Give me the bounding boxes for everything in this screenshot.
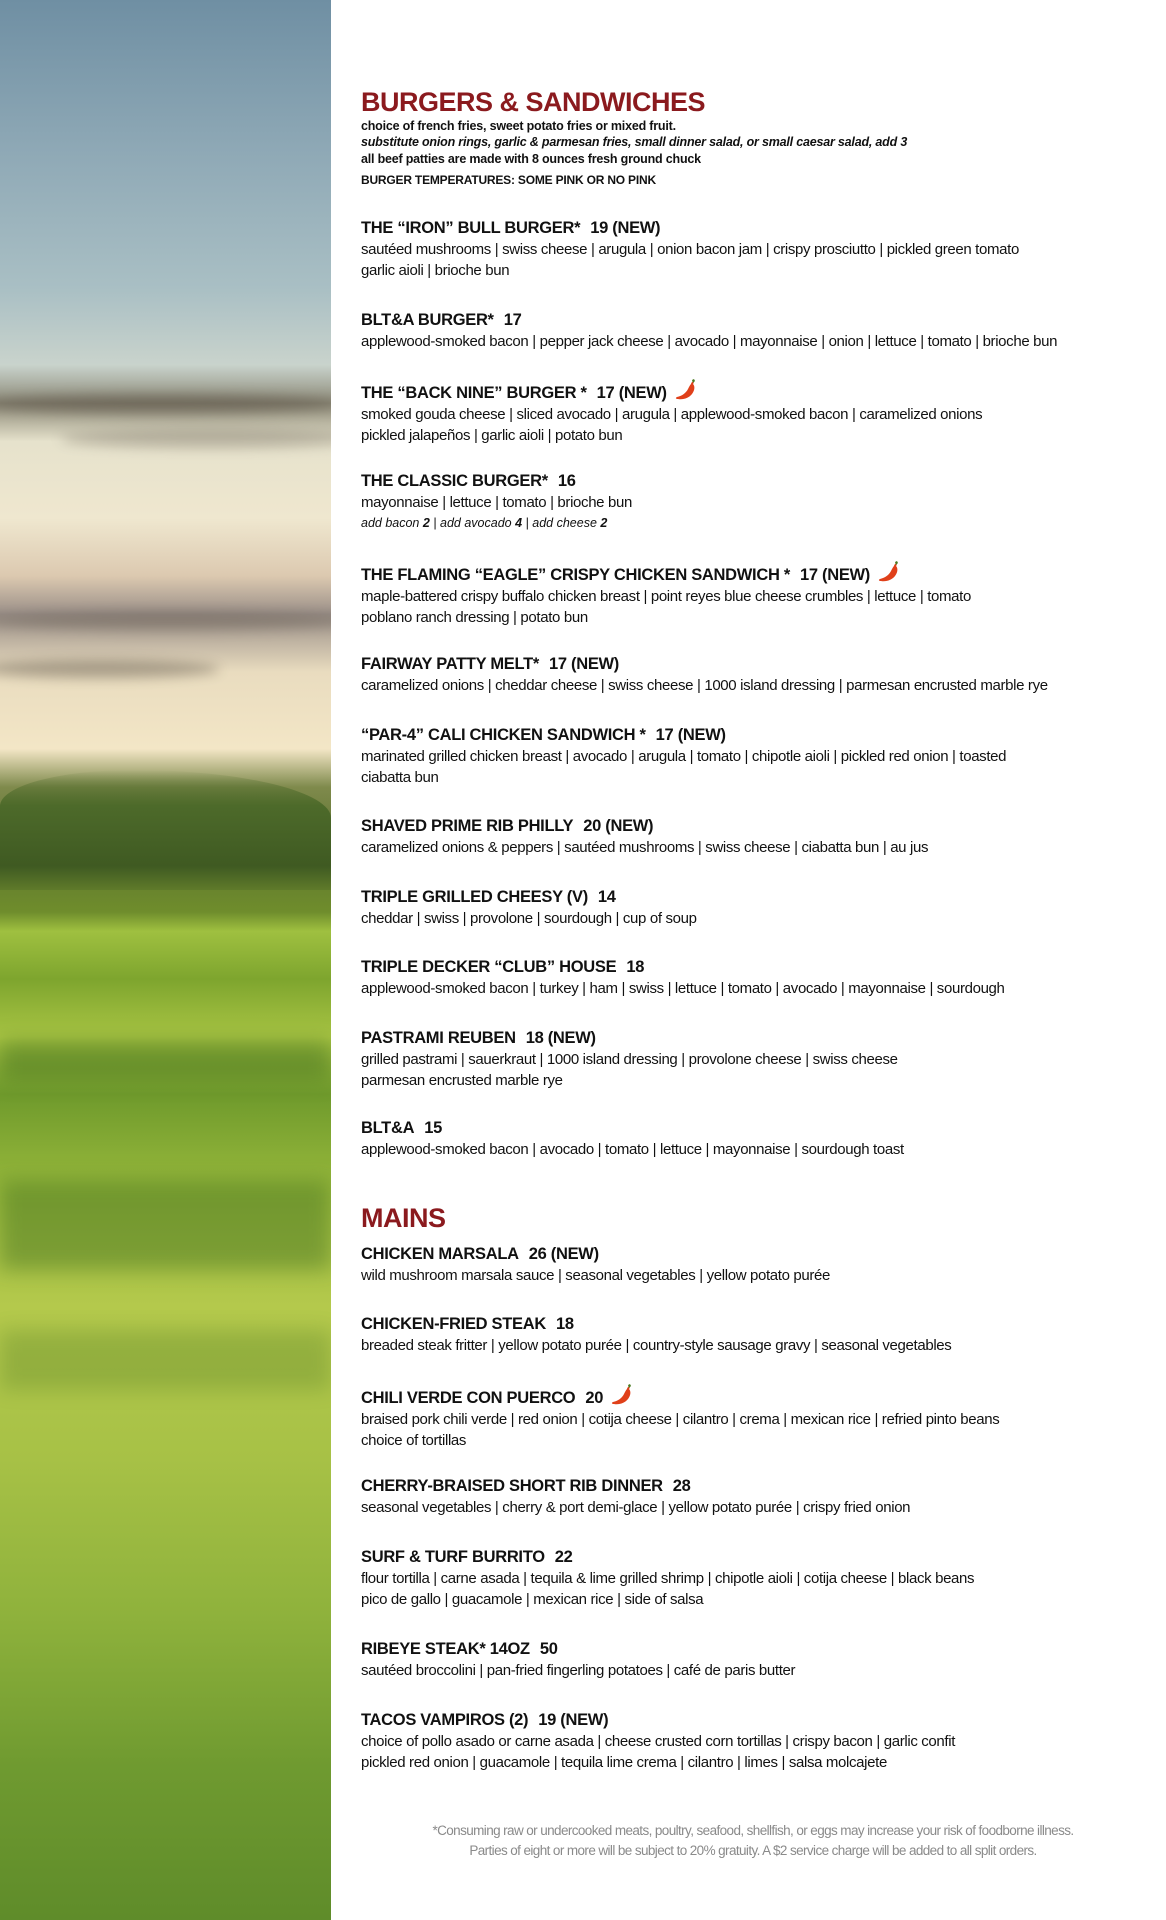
menu-item (361, 1243, 1141, 1286)
menu-item (361, 379, 1141, 446)
menu-item (361, 815, 1141, 858)
tree-line (0, 770, 331, 890)
item-title (361, 886, 1141, 908)
item-name: “PAR-4” CALI CHICKEN SANDWICH * (361, 726, 646, 744)
item-name: CHICKEN-FRIED STEAK (361, 1315, 546, 1333)
addon-label: add cheese (532, 516, 597, 530)
item-name: SURF & TURF BURRITO (361, 1548, 545, 1566)
item-description: applewood-smoked bacon | turkey | ham | swiss | lettuce | tomato | avocado | mayonnaise | sourdough (361, 980, 1005, 997)
item-price: 18 (555, 1315, 574, 1333)
grass-shadow (0, 1330, 331, 1390)
menu-item (361, 1638, 1141, 1681)
menu-item (361, 724, 1141, 788)
cloud (0, 660, 220, 678)
item-description: pico de gallo | guacamole | mexican rice | side of salsa (361, 1591, 704, 1608)
item-addons: add bacon 2 | add avocado 4 | add cheese 2 (361, 516, 608, 530)
footer-disclaimer: *Consuming raw or undercooked meats, poultry, seafood, shellfish, or eggs may increase your risk of foodborne illness. (432, 1823, 1074, 1838)
addon-price: 2 (422, 516, 430, 530)
menu-item (361, 653, 1141, 696)
item-price: 17 (NEW) (548, 655, 619, 673)
item-title (361, 956, 1141, 978)
grass-shadow (0, 1040, 331, 1080)
item-price: 50 (539, 1640, 558, 1658)
menu-item (361, 309, 1141, 352)
item-description: choice of pollo asado or carne asada | cheese crusted corn tortillas | crispy bacon | garlic confit (361, 1733, 956, 1750)
item-title (361, 1243, 1141, 1265)
item-name: TACOS VAMPIROS (2) (361, 1711, 529, 1729)
item-name: CHILI VERDE CON PUERCO (361, 1389, 576, 1407)
item-title (361, 1313, 1141, 1335)
cloud (0, 612, 331, 630)
section-heading-burgers: BURGERS & SANDWICHES (361, 87, 706, 117)
item-description: seasonal vegetables | cherry & port demi-glace | yellow potato purée | crispy fried onion (361, 1499, 911, 1516)
item-price: 26 (NEW) (528, 1245, 599, 1263)
item-description: braised pork chili verde | red onion | cotija cheese | cilantro | crema | mexican rice | refried pinto beans (361, 1411, 1000, 1428)
cloud (60, 430, 331, 448)
item-price: 18 (626, 958, 645, 976)
menu-item (361, 1475, 1141, 1518)
menu-item (361, 561, 1141, 628)
item-name: CHICKEN MARSALA (361, 1245, 519, 1263)
item-price: 20 (NEW) (583, 817, 654, 835)
item-description: smoked gouda cheese | sliced avocado | arugula | applewood-smoked bacon | caramelized onions (361, 406, 983, 423)
item-description: applewood-smoked bacon | avocado | tomato | lettuce | mayonnaise | sourdough toast (361, 1141, 904, 1158)
menu-item (361, 956, 1141, 999)
addon-label: add avocado (440, 516, 512, 530)
item-price: 18 (NEW) (525, 1029, 596, 1047)
menu-item (361, 1546, 1141, 1610)
item-price: 22 (554, 1548, 573, 1566)
item-name: RIBEYE STEAK* 14OZ (361, 1640, 530, 1658)
item-title (361, 653, 1141, 675)
item-description: caramelized onions | cheddar cheese | swiss cheese | 1000 island dressing | parmesan encrusted marble rye (361, 677, 1048, 694)
item-description: sautéed broccolini | pan-fried fingerling potatoes | café de paris butter (361, 1662, 796, 1679)
item-title (361, 1709, 1141, 1731)
menu-item (361, 1313, 1141, 1356)
item-name: THE “BACK NINE” BURGER * (361, 384, 587, 402)
temperature-note: BURGER TEMPERATURES: SOME PINK OR NO PINK (361, 173, 656, 187)
footer-gratuity: Parties of eight or more will be subject to 20% gratuity. A $2 service charge will be added to all split orders. (469, 1843, 1037, 1858)
item-price: 16 (557, 472, 576, 490)
item-title (361, 1546, 1141, 1568)
addon-label: add bacon (361, 516, 420, 530)
item-price: 28 (672, 1477, 691, 1495)
addon-price: 4 (515, 516, 523, 530)
item-description: flour tortilla | carne asada | tequila & lime grilled shrimp | chipotle aioli | cotija cheese | black beans (361, 1570, 975, 1587)
item-description: choice of tortillas (361, 1432, 467, 1449)
item-title (361, 309, 1141, 331)
item-name: CHERRY-BRAISED SHORT RIB DINNER (361, 1477, 663, 1495)
item-name: TRIPLE GRILLED CHEESY (V) (361, 888, 588, 906)
item-name: THE CLASSIC BURGER* (361, 472, 548, 490)
item-description: maple-battered crispy buffalo chicken breast | point reyes blue cheese crumbles | lettuce | tomato (361, 588, 971, 605)
item-title (361, 217, 1141, 239)
chili-pepper-icon (876, 561, 902, 583)
sides-note: choice of french fries, sweet potato fries or mixed fruit. (361, 119, 676, 133)
item-name: FAIRWAY PATTY MELT* (361, 655, 539, 673)
item-description: poblano ranch dressing | potato bun (361, 609, 588, 626)
item-name: BLT&A BURGER* (361, 311, 494, 329)
item-price: 17 (NEW) (655, 726, 726, 744)
item-description: caramelized onions & peppers | sautéed mushrooms | swiss cheese | ciabatta bun | au jus (361, 839, 929, 856)
item-price: 17 (NEW) (596, 384, 667, 402)
item-price: 17 (NEW) (799, 566, 870, 584)
item-description: mayonnaise | lettuce | tomato | brioche bun (361, 494, 632, 511)
item-description: breaded steak fritter | yellow potato purée | country-style sausage gravy | seasonal vegetables (361, 1337, 952, 1354)
item-price: 14 (597, 888, 616, 906)
item-title (361, 1117, 1141, 1139)
menu-item (361, 886, 1141, 929)
item-description: applewood-smoked bacon | pepper jack cheese | avocado | mayonnaise | onion | lettuce | tomato | brioche bun (361, 333, 1058, 350)
item-title (361, 1384, 1141, 1409)
patty-note: all beef patties are made with 8 ounces fresh ground chuck (361, 152, 701, 166)
item-price: 19 (NEW) (538, 1711, 609, 1729)
item-title (361, 815, 1141, 837)
item-name: SHAVED PRIME RIB PHILLY (361, 817, 574, 835)
item-title (361, 379, 1141, 404)
item-title (361, 470, 1141, 492)
cloud (0, 395, 331, 413)
menu-item (361, 1117, 1141, 1160)
item-description: wild mushroom marsala sauce | seasonal vegetables | yellow potato purée (361, 1267, 831, 1284)
item-title (361, 1475, 1141, 1497)
menu-item (361, 1384, 1141, 1451)
addon-price: 2 (600, 516, 608, 530)
item-name: THE FLAMING “EAGLE” CRISPY CHICKEN SANDWICH * (361, 566, 790, 584)
menu-item (361, 217, 1141, 281)
golf-course-photo (0, 0, 331, 1920)
item-price: 20 (585, 1389, 604, 1407)
item-description: ciabatta bun (361, 769, 439, 786)
item-title (361, 724, 1141, 746)
item-description: grilled pastrami | sauerkraut | 1000 island dressing | provolone cheese | swiss cheese (361, 1051, 898, 1068)
chili-pepper-icon (609, 1384, 635, 1406)
menu-item (361, 1709, 1141, 1773)
chili-pepper-icon (673, 379, 699, 401)
item-title (361, 561, 1141, 586)
item-price: 19 (NEW) (590, 219, 661, 237)
item-name: PASTRAMI REUBEN (361, 1029, 516, 1047)
item-name: TRIPLE DECKER “CLUB” HOUSE (361, 958, 617, 976)
item-price: 17 (503, 311, 522, 329)
item-name: BLT&A (361, 1119, 415, 1137)
substitute-note: substitute onion rings, garlic & parmesan fries, small dinner salad, or small caesar salad, add 3 (361, 135, 908, 149)
grass-shadow (0, 1180, 331, 1270)
item-title (361, 1027, 1141, 1049)
item-description: pickled jalapeños | garlic aioli | potato bun (361, 427, 623, 444)
item-description: garlic aioli | brioche bun (361, 262, 510, 279)
item-description: parmesan encrusted marble rye (361, 1072, 563, 1089)
item-description: pickled red onion | guacamole | tequila lime crema | cilantro | limes | salsa molcajete (361, 1754, 887, 1771)
item-price: 15 (424, 1119, 442, 1137)
item-title (361, 1638, 1141, 1660)
menu-item (361, 1027, 1141, 1091)
item-description: marinated grilled chicken breast | avocado | arugula | tomato | chipotle aioli | pickled red onion | toasted (361, 748, 1007, 765)
menu-item (361, 470, 1141, 533)
item-name: THE “IRON” BULL BURGER* (361, 219, 581, 237)
section-heading-mains: MAINS (361, 1203, 446, 1233)
item-description: sautéed mushrooms | swiss cheese | arugula | onion bacon jam | crispy prosciutto | pickled green tomato (361, 241, 1019, 258)
item-description: cheddar | swiss | provolone | sourdough | cup of soup (361, 910, 697, 927)
